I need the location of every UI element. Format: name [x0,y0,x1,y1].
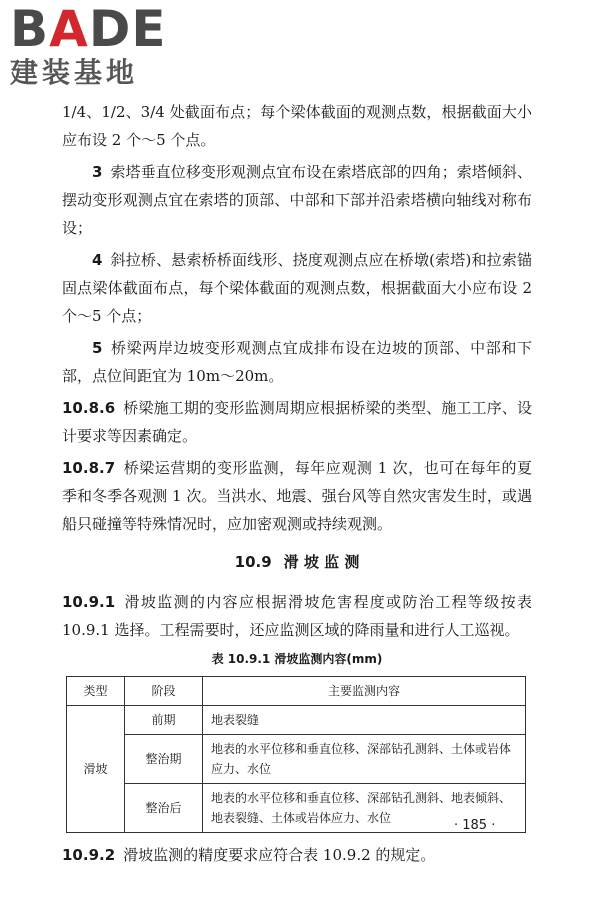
logo-subtitle: 建装基地 [10,56,139,89]
cell-stage: 整治后 [125,784,203,833]
cell-stage: 前期 [125,706,203,735]
cell-content: 地表裂缝 [203,706,526,735]
list-item-5: 5 桥梁两岸边坡变形观测点宜成排布设在边坡的顶部、中部和下部，点位间距宜为 10m～20m。 [62,339,532,385]
list-item-4: 4 斜拉桥、悬索桥桥面线形、挠度观测点应在桥墩(索塔)和拉索锚固点梁体截面布点，每个梁体截面的观测点数，根据截面大小应布设 2 个～5 个点； [62,251,532,325]
clause-10-8-6: 10.8.6 桥梁施工期的变形监测周期应根据桥梁的类型、施工工序、设计要求等因素确定。 [62,399,532,445]
cell-stage: 整治期 [125,735,203,784]
cell-content: 地表的水平位移和垂直位移、深部钻孔测斜、地表倾斜、地表裂缝、土体或岩体应力、水位 [203,784,526,833]
table-row [67,706,526,735]
page-number: · 185 · [454,818,496,833]
table-header-row [67,677,526,706]
table-row [67,735,526,784]
clause-10-9-2: 10.9.2 滑坡监测的精度要求应符合表 10.9.2 的规定。 [62,846,436,864]
monitoring-table [66,676,526,833]
header-type: 类型 [67,677,125,706]
logo [10,0,180,94]
clause-10-8-7: 10.8.7 桥梁运营期的变形监测，每年应观测 1 次，也可在每年的夏季和冬季各观测 1 次。当洪水、地震、强台风等自然灾害发生时，或遇船只碰撞等特殊情况时，应加密观测或持续观测。 [62,459,532,533]
clause-10-9-1: 10.9.1 滑坡监测的内容应根据滑坡危害程度或防治工程等级按表 10.9.1 选择。工程需要时，还应监测区域的降雨量和进行人工巡视。 [62,593,532,639]
table-caption: 表 10.9.1 滑坡监测内容(mm) [211,652,383,666]
section-heading: 10.9 滑 坡 监 测 [234,553,360,571]
header-content: 主要监测内容 [203,677,526,706]
list-item-3: 3 索塔垂直位移变形观测点宜布设在索塔底部的四角；索塔倾斜、摆动变形观测点宜在索塔的顶部、中部和下部并沿索塔横向轴线对称布设； [62,163,532,237]
cell-type: 滑坡 [67,706,125,833]
logo-brand: BADE [10,0,167,58]
paragraph-continued: 1/4、1/2、3/4 处截面布点；每个梁体截面的观测点数，根据截面大小应布设 2 个～5 个点。 [62,103,532,149]
document-body [62,98,532,873]
cell-content: 地表的水平位移和垂直位移、深部钻孔测斜、土体或岩体应力、水位 [203,735,526,784]
header-stage: 阶段 [125,677,203,706]
